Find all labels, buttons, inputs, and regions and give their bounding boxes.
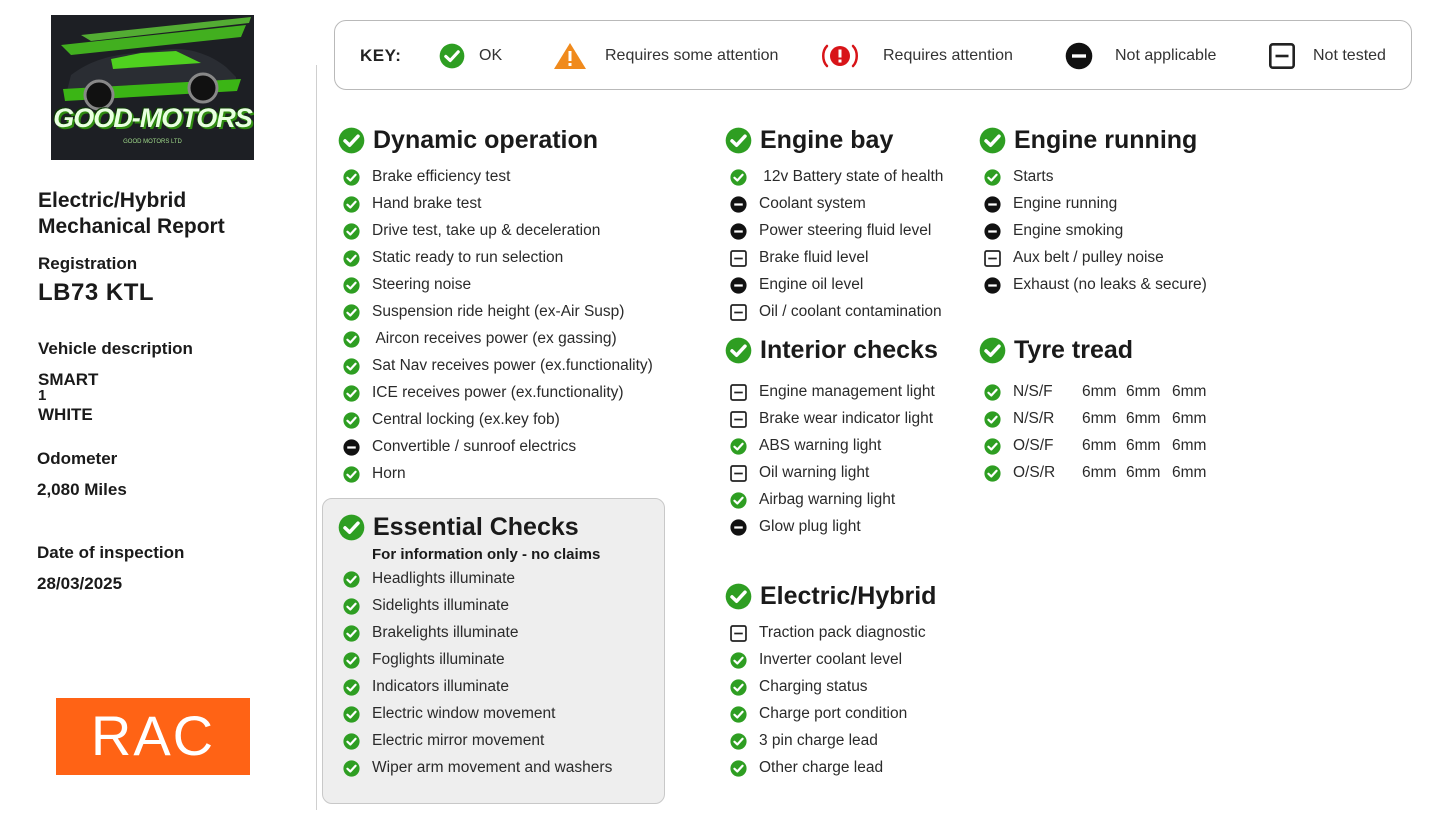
ok-check-icon: [343, 331, 360, 348]
electric-title: Electric/Hybrid: [760, 582, 937, 610]
ok-check-icon: [343, 169, 360, 186]
not-applicable-icon: [730, 223, 747, 240]
tyre-item: [984, 409, 1054, 429]
interior-item: [730, 436, 881, 456]
interior-item: [730, 382, 935, 402]
interior-item: [730, 463, 869, 483]
ok-check-icon: [730, 706, 747, 723]
essential-item-label: Indicators illuminate: [372, 678, 509, 695]
electric-item: [730, 650, 902, 670]
vehicle-colour: WHITE: [38, 405, 93, 424]
rac-logo-text: RAC: [90, 704, 216, 767]
engine-bay-item-label: Engine oil level: [759, 276, 864, 293]
essential-item-label: Sidelights illuminate: [372, 597, 509, 614]
rac-logo: [56, 698, 250, 775]
interior-heading: [725, 336, 938, 365]
odometer-label: Odometer: [37, 449, 118, 468]
not-tested-icon: [730, 304, 747, 321]
key-not-applicable: [1065, 21, 1216, 91]
key-label: KEY:: [360, 46, 402, 65]
dynamic-item-label: Horn: [372, 465, 406, 482]
essential-item: [343, 731, 544, 751]
dynamic-item-label: Suspension ride height (ex-Air Susp): [372, 303, 625, 320]
essential-item: [343, 677, 509, 697]
ok-check-icon: [984, 384, 1001, 401]
engine-bay-item: [730, 221, 931, 241]
ok-check-icon: [343, 385, 360, 402]
key-ok: [439, 21, 502, 91]
good-motors-logo: [51, 15, 254, 160]
tyre-tread-depth: 6mm: [1082, 464, 1117, 481]
interior-item: [730, 490, 895, 510]
dynamic-item-label: Hand brake test: [372, 195, 482, 212]
report-title-line2: Mechanical Report: [38, 215, 225, 238]
engine-bay-item-label: Oil / coolant contamination: [759, 303, 942, 320]
tyre-tread-depth: 6mm: [1082, 410, 1117, 427]
dynamic-item: [343, 437, 576, 457]
tyre-item-label: N/S/F: [1013, 383, 1053, 400]
key-some-attention-label: Requires some attention: [605, 47, 779, 64]
ok-check-icon: [343, 733, 360, 750]
tyre-item-label: O/S/F: [1013, 437, 1054, 454]
ok-check-icon: [984, 169, 1001, 186]
engine-running-item-label: Aux belt / pulley noise: [1013, 249, 1164, 266]
ok-check-icon: [343, 277, 360, 294]
tyre-heading: [979, 336, 1133, 365]
tyre-tread-depth: 6mm: [1082, 383, 1117, 400]
tyre-item: [984, 436, 1053, 456]
dynamic-item-label: Aircon receives power (ex gassing): [372, 330, 617, 347]
tyre-item-label: N/S/R: [1013, 410, 1055, 427]
interior-item-label: Airbag warning light: [759, 491, 896, 508]
essential-item-label: Headlights illuminate: [372, 570, 516, 587]
engine-running-heading: [979, 126, 1197, 155]
dynamic-item: [343, 356, 653, 376]
engine-running-item: [984, 275, 1207, 295]
tyre-tread-depth: 6mm: [1172, 383, 1207, 400]
tyre-tread-depth: 6mm: [1126, 383, 1161, 400]
not-applicable-icon: [730, 196, 747, 213]
engine-bay-item-label: Brake fluid level: [759, 249, 869, 266]
logo-brand-text: GOOD-MOTORS: [53, 103, 252, 133]
tyre-item: [984, 463, 1055, 483]
key-attention: [821, 21, 1013, 91]
dynamic-item-label: Brake efficiency test: [372, 168, 511, 185]
not-applicable-icon: [984, 277, 1001, 294]
engine-running-item-label: Engine smoking: [1013, 222, 1124, 239]
tyre-title: Tyre tread: [1014, 336, 1134, 364]
dynamic-item-label: ICE receives power (ex.functionality): [372, 384, 624, 401]
engine-running-item-label: Starts: [1013, 168, 1054, 185]
engine-running-title: Engine running: [1014, 126, 1198, 154]
dynamic-item-label: Central locking (ex.key fob): [372, 411, 560, 428]
ok-check-icon: [343, 652, 360, 669]
interior-item-label: Engine management light: [759, 383, 935, 400]
vehicle-description-label: Vehicle description: [38, 339, 193, 358]
engine-running-item-label: Engine running: [1013, 195, 1118, 212]
key-title: [360, 21, 401, 91]
essential-title: Essential Checks: [373, 513, 579, 541]
inspection-date-label: Date of inspection: [37, 543, 185, 562]
engine-bay-title: Engine bay: [760, 126, 894, 154]
vehicle-make: SMART: [38, 370, 99, 389]
ok-check-icon: [984, 465, 1001, 482]
essential-heading: [338, 513, 579, 542]
ok-check-icon: [343, 358, 360, 375]
essential-item-label: Foglights illuminate: [372, 651, 505, 668]
engine-bay-item: [730, 248, 868, 268]
ok-check-icon: [725, 127, 752, 154]
warning-triangle-icon: [553, 42, 587, 70]
electric-item-label: Charging status: [759, 678, 868, 695]
ok-check-icon: [343, 760, 360, 777]
engine-bay-item: [730, 167, 943, 187]
engine-running-item: [984, 167, 1053, 187]
essential-item: [343, 569, 515, 589]
dynamic-item: [343, 410, 560, 430]
engine-bay-heading: [725, 126, 893, 155]
tyre-tread-depth: 6mm: [1172, 410, 1207, 427]
electric-item-label: Other charge lead: [759, 759, 884, 776]
report-title-line1: Electric/Hybrid: [38, 189, 187, 212]
dynamic-item: [343, 167, 510, 187]
interior-item-label: Brake wear indicator light: [759, 410, 934, 427]
electric-item-label: Traction pack diagnostic: [759, 624, 926, 641]
ok-check-icon: [343, 679, 360, 696]
key-not-tested: [1269, 21, 1386, 91]
ok-check-icon: [343, 196, 360, 213]
dynamic-heading: [338, 126, 598, 155]
tyre-tread-depth: 6mm: [1126, 464, 1161, 481]
not-tested-icon: [984, 250, 1001, 267]
not-tested-icon: [730, 250, 747, 267]
logo-tagline: GOOD MOTORS LTD: [123, 139, 182, 145]
interior-item-label: ABS warning light: [759, 437, 882, 454]
status-key: [334, 20, 1412, 90]
key-not-applicable-label: Not applicable: [1115, 47, 1217, 64]
ok-check-icon: [730, 169, 747, 186]
dynamic-item-label: Steering noise: [372, 276, 472, 293]
engine-running-item: [984, 194, 1117, 214]
not-tested-icon: [730, 384, 747, 401]
ok-check-icon: [730, 652, 747, 669]
essential-item-label: Brakelights illuminate: [372, 624, 519, 641]
dynamic-item-label: Convertible / sunroof electrics: [372, 438, 577, 455]
electric-heading: [725, 582, 936, 611]
not-applicable-icon: [984, 223, 1001, 240]
interior-item-label: Oil warning light: [759, 464, 870, 481]
essential-item: [343, 650, 505, 670]
ok-check-icon: [343, 706, 360, 723]
ok-icon: [439, 43, 465, 69]
column-divider: [316, 65, 317, 810]
essential-checks-note: For information only - no claims: [372, 546, 601, 563]
tyre-tread-depth: 6mm: [1172, 437, 1207, 454]
electric-item: [730, 758, 883, 778]
dynamic-title: Dynamic operation: [373, 126, 599, 154]
ok-check-icon: [343, 250, 360, 267]
interior-item: [730, 409, 933, 429]
ok-check-icon: [343, 223, 360, 240]
interior-item-label: Glow plug light: [759, 518, 861, 535]
registration-value: LB73 KTL: [38, 279, 155, 306]
ok-check-icon: [730, 438, 747, 455]
engine-bay-item: [730, 275, 863, 295]
electric-item: [730, 704, 907, 724]
essential-item: [343, 704, 555, 724]
not-tested-icon: [730, 465, 747, 482]
ok-check-icon: [730, 492, 747, 509]
engine-running-item-label: Exhaust (no leaks & secure): [1013, 276, 1207, 293]
key-not-tested-label: Not tested: [1313, 47, 1386, 64]
ok-check-icon: [338, 127, 365, 154]
alert-icon: [821, 43, 859, 69]
tyre-tread-depth: 6mm: [1126, 437, 1161, 454]
engine-bay-item-label: Coolant system: [759, 195, 866, 212]
electric-item: [730, 677, 868, 697]
essential-item-label: Electric window movement: [372, 705, 556, 722]
ok-check-icon: [979, 127, 1006, 154]
ok-check-icon: [979, 337, 1006, 364]
ok-check-icon: [343, 571, 360, 588]
electric-item-label: 3 pin charge lead: [759, 732, 878, 749]
ok-check-icon: [730, 760, 747, 777]
dynamic-item: [343, 275, 471, 295]
not-applicable-icon: [984, 196, 1001, 213]
ok-check-icon: [343, 625, 360, 642]
not-tested-icon: [730, 625, 747, 642]
dynamic-item: [343, 464, 406, 484]
tyre-tread-depth: 6mm: [1126, 410, 1161, 427]
engine-bay-item: [730, 302, 942, 322]
essential-item: [343, 758, 612, 778]
engine-running-item: [984, 221, 1123, 241]
electric-item: [730, 731, 878, 751]
tyre-item: [984, 382, 1053, 402]
electric-item-label: Inverter coolant level: [759, 651, 903, 668]
dynamic-item: [343, 221, 600, 241]
essential-item: [343, 596, 509, 616]
dynamic-item: [343, 329, 617, 349]
dynamic-item: [343, 194, 481, 214]
not-applicable-icon: [1065, 42, 1093, 70]
key-ok-label: OK: [479, 47, 503, 64]
tyre-tread-depth: 6mm: [1082, 437, 1117, 454]
dynamic-item: [343, 383, 624, 403]
ok-check-icon: [725, 583, 752, 610]
ok-check-icon: [725, 337, 752, 364]
ok-check-icon: [343, 466, 360, 483]
dynamic-item: [343, 248, 563, 268]
engine-running-item: [984, 248, 1164, 268]
vehicle-model: 1: [38, 387, 47, 404]
key-attention-label: Requires attention: [883, 47, 1013, 64]
report-title: [38, 188, 308, 240]
ok-check-icon: [343, 304, 360, 321]
not-applicable-icon: [730, 277, 747, 294]
electric-item: [730, 623, 926, 643]
engine-bay-item-label: Power steering fluid level: [759, 222, 932, 239]
ok-check-icon: [730, 733, 747, 750]
not-tested-icon: [730, 411, 747, 428]
dynamic-item-label: Sat Nav receives power (ex.functionality): [372, 357, 653, 374]
dynamic-item-label: Static ready to run selection: [372, 249, 564, 266]
inspection-date-value: 28/03/2025: [37, 574, 123, 593]
essential-item: [343, 623, 518, 643]
ok-check-icon: [984, 438, 1001, 455]
dynamic-item-label: Drive test, take up & deceleration: [372, 222, 601, 239]
tyre-item-label: O/S/R: [1013, 464, 1056, 481]
not-tested-icon: [1269, 43, 1295, 69]
ok-check-icon: [338, 514, 365, 541]
not-applicable-icon: [343, 439, 360, 456]
ok-check-icon: [984, 411, 1001, 428]
odometer-value: 2,080 Miles: [37, 480, 127, 499]
not-applicable-icon: [730, 519, 747, 536]
key-some-attention: [553, 21, 778, 91]
tyre-tread-depth: 6mm: [1172, 464, 1207, 481]
interior-item: [730, 517, 861, 537]
engine-bay-item-label: 12v Battery state of health: [759, 168, 944, 185]
engine-bay-item: [730, 194, 866, 214]
ok-check-icon: [730, 679, 747, 696]
essential-item-label: Electric mirror movement: [372, 732, 545, 749]
electric-item-label: Charge port condition: [759, 705, 908, 722]
interior-title: Interior checks: [760, 336, 938, 364]
ok-check-icon: [343, 598, 360, 615]
ok-check-icon: [343, 412, 360, 429]
essential-item-label: Wiper arm movement and washers: [372, 759, 613, 776]
registration-label: Registration: [38, 254, 138, 273]
dynamic-item: [343, 302, 624, 322]
